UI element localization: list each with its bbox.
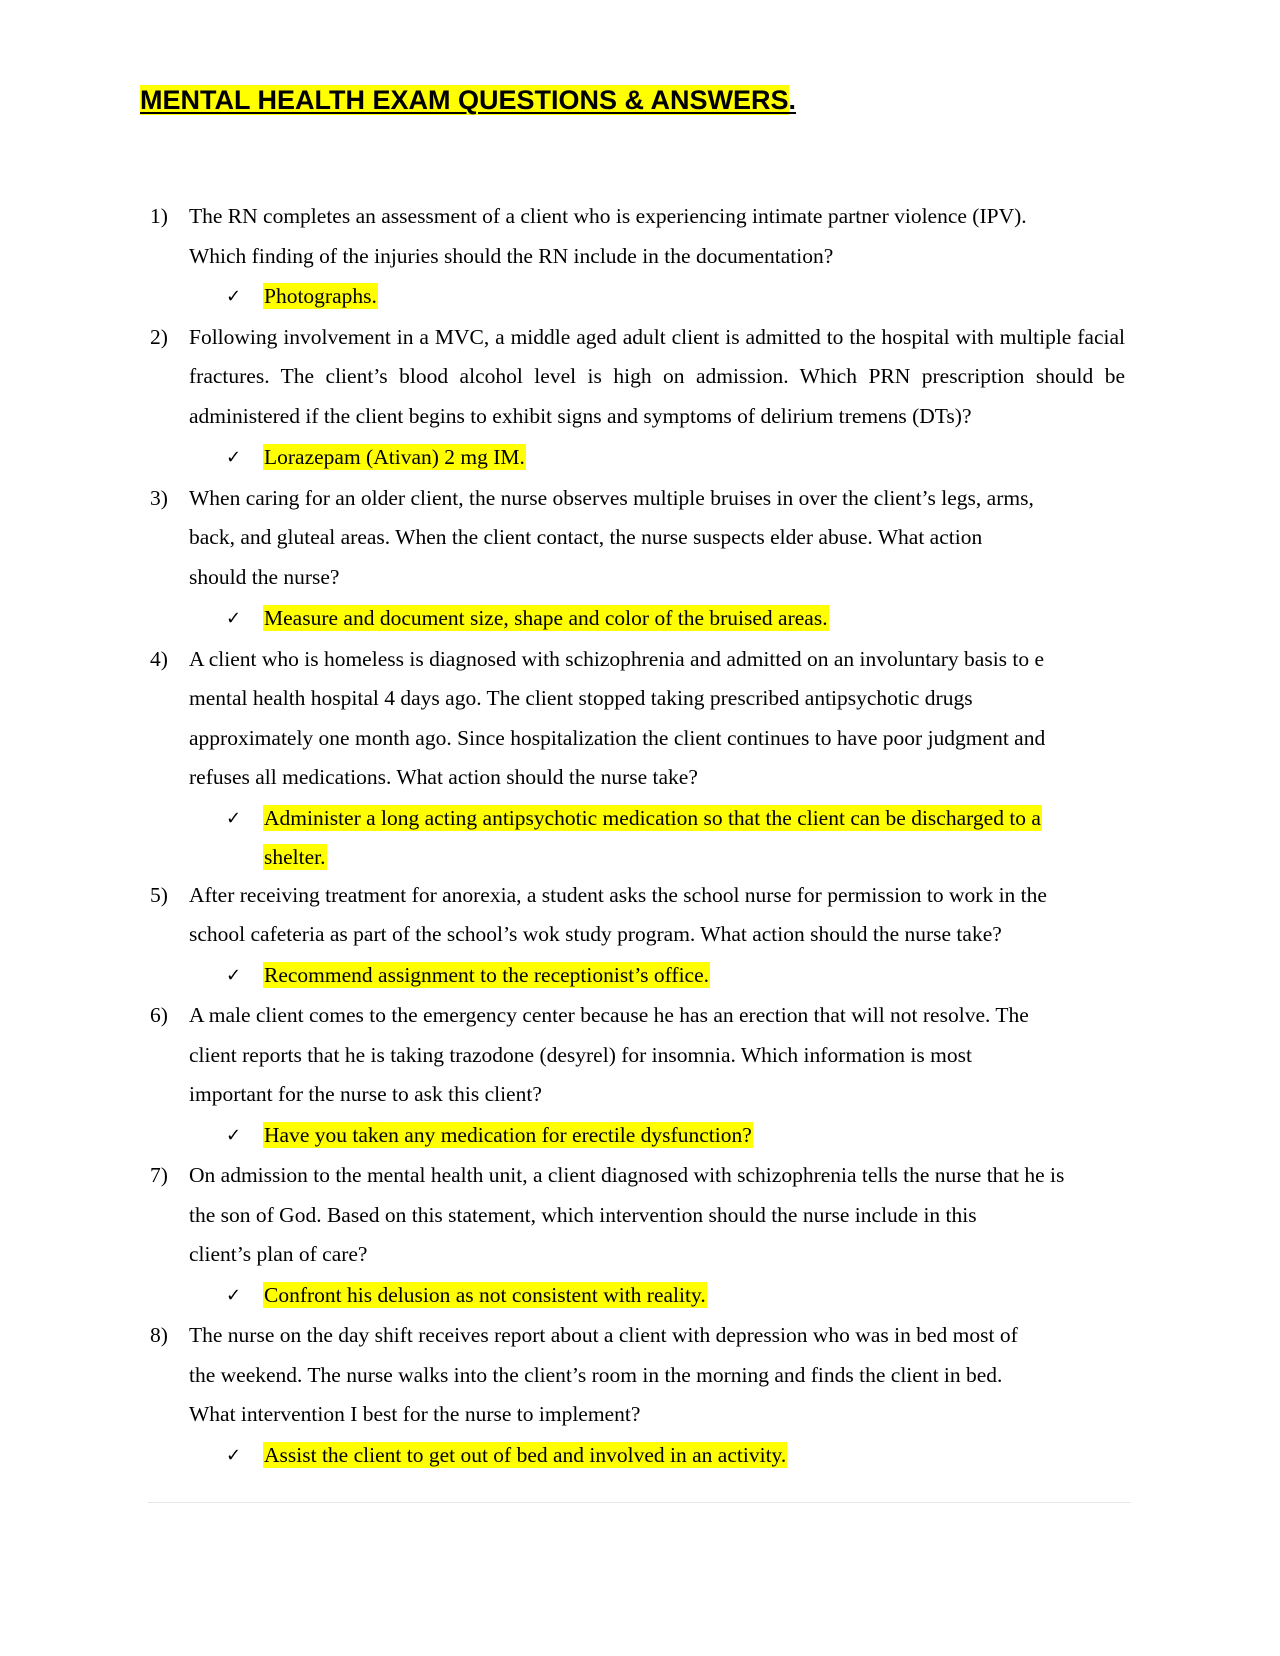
- question-line: mental health hospital 4 days ago. The client stopped taking prescribed antipsychotic drugs: [189, 686, 973, 710]
- question-line: The RN completes an assessment of a client who is experiencing intimate partner violence (IPV).: [189, 204, 1027, 228]
- check-mark-icon: ✓: [226, 286, 242, 307]
- check-mark-icon: ✓: [226, 1124, 242, 1146]
- question-number: 1): [150, 204, 168, 228]
- question-text: [189, 1316, 1125, 1435]
- answer-line: [263, 1116, 1123, 1156]
- document-title-text: MENTAL HEALTH EXAM QUESTIONS & ANSWERS: [140, 85, 789, 115]
- document-title: [140, 82, 796, 118]
- check-mark-icon: ✓: [226, 807, 242, 829]
- question-item: [0, 318, 1280, 478]
- answer-highlight: Administer a long acting antipsychotic medication so that the client can be discharged to a: [264, 805, 1041, 830]
- answer-highlight: Lorazepam (Ativan) 2 mg IM.: [264, 445, 525, 469]
- check-mark-icon: ✓: [226, 964, 242, 986]
- answer-line: [263, 838, 1123, 878]
- question-text: Following involvement in a MVC, a middle aged adult client is admitted to the hospital with multiple facial fractures. The client’s blood alcohol level is high on admission. Which PRN prescription should be administered if the client begins to exhibit signs and symptoms of delirium tremens (DTs)?: [189, 324, 1125, 428]
- answer: [0, 1276, 1123, 1316]
- question-item: [0, 479, 1280, 639]
- answer: [0, 438, 1123, 478]
- answer-line: [263, 799, 1123, 839]
- answer-line: [263, 956, 1123, 996]
- question-item: [0, 197, 1280, 317]
- question-line: the weekend. The nurse walks into the client’s room in the morning and finds the client in bed.: [189, 1362, 1003, 1387]
- question-line: the son of God. Based on this statement, which intervention should the nurse include in this: [189, 1202, 977, 1227]
- question-list: [0, 197, 1280, 1476]
- answer: [0, 1116, 1123, 1156]
- answer: [0, 599, 1123, 639]
- question-item: [0, 1316, 1280, 1475]
- answer-line: [263, 1276, 1123, 1316]
- question-item: [0, 996, 1280, 1155]
- check-mark-icon: ✓: [226, 1284, 242, 1306]
- question-text: [189, 876, 1125, 955]
- question-number: 2): [150, 324, 168, 349]
- question-line: client reports that he is taking trazodone (desyrel) for insomnia. Which information is most: [189, 1042, 972, 1067]
- question-line: The nurse on the day shift receives report about a client with depression who was in bed most of: [189, 1323, 1018, 1347]
- question-line: school cafeteria as part of the school’s wok study program. What action should the nurse take?: [189, 922, 1002, 946]
- answer: [0, 799, 1123, 878]
- question-number: 7): [150, 1163, 168, 1187]
- page-bottom-rule: [148, 1502, 1131, 1503]
- question-number: 4): [150, 646, 168, 671]
- question-line: should the nurse?: [189, 564, 340, 589]
- answer-highlight: Measure and document size, shape and color of the bruised areas.: [264, 606, 828, 630]
- question-line: On admission to the mental health unit, a client diagnosed with schizophrenia tells the nurse that he is: [189, 1163, 1065, 1187]
- question-text: [189, 640, 1125, 798]
- question-item: [0, 1156, 1280, 1315]
- document-title-suffix: .: [788, 85, 797, 115]
- question-number: 3): [150, 485, 168, 510]
- answer: [0, 956, 1123, 996]
- question-number: 6): [150, 1003, 168, 1027]
- question-text: [189, 197, 1125, 276]
- answer: [0, 277, 1123, 317]
- question-line: After receiving treatment for anorexia, a student asks the school nurse for permission to work in the: [189, 882, 1047, 907]
- answer-highlight: Recommend assignment to the receptionist’s office.: [264, 962, 710, 987]
- question-line: A male client comes to the emergency center because he has an erection that will not resolve. The: [189, 1003, 1029, 1027]
- question-line: Which finding of the injuries should the RN include in the documentation?: [189, 243, 834, 268]
- check-mark-icon: ✓: [226, 447, 242, 468]
- question-line: A client who is homeless is diagnosed with schizophrenia and admitted on an involuntary basis to e: [189, 646, 1045, 671]
- answer-highlight: Confront his delusion as not consistent with reality.: [264, 1282, 706, 1307]
- question-text: [189, 479, 1125, 598]
- question-number: 8): [150, 1323, 168, 1347]
- question-line: What intervention I best for the nurse to implement?: [189, 1402, 641, 1426]
- answer-line: [263, 1436, 1123, 1476]
- answer: [0, 1436, 1123, 1476]
- answer-highlight: Photographs.: [264, 284, 377, 308]
- question-line: client’s plan of care?: [189, 1242, 368, 1266]
- check-mark-icon: ✓: [226, 1444, 242, 1466]
- check-mark-icon: ✓: [226, 608, 242, 629]
- answer-highlight: Have you taken any medication for erectile dysfunction?: [264, 1122, 752, 1147]
- question-line: approximately one month ago. Since hospitalization the client continues to have poor judgment and: [189, 725, 1046, 750]
- question-number: 5): [150, 882, 168, 907]
- question-line: important for the nurse to ask this client?: [189, 1082, 542, 1106]
- question-line: back, and gluteal areas. When the client contact, the nurse suspects elder abuse. What action: [189, 525, 983, 549]
- answer-line: [263, 277, 1123, 317]
- answer-highlight: shelter.: [264, 845, 326, 869]
- question-line: refuses all medications. What action should the nurse take?: [189, 765, 698, 789]
- question-item: [0, 876, 1280, 996]
- answer-highlight: Assist the client to get out of bed and involved in an activity.: [264, 1442, 787, 1467]
- answer-line: [263, 438, 1123, 478]
- question-text: [189, 996, 1125, 1115]
- question-line: When caring for an older client, the nurse observes multiple bruises in over the client’s legs, arms,: [189, 485, 1034, 510]
- answer-line: [263, 599, 1123, 639]
- question-item: [0, 640, 1280, 878]
- question-text: [189, 1156, 1125, 1275]
